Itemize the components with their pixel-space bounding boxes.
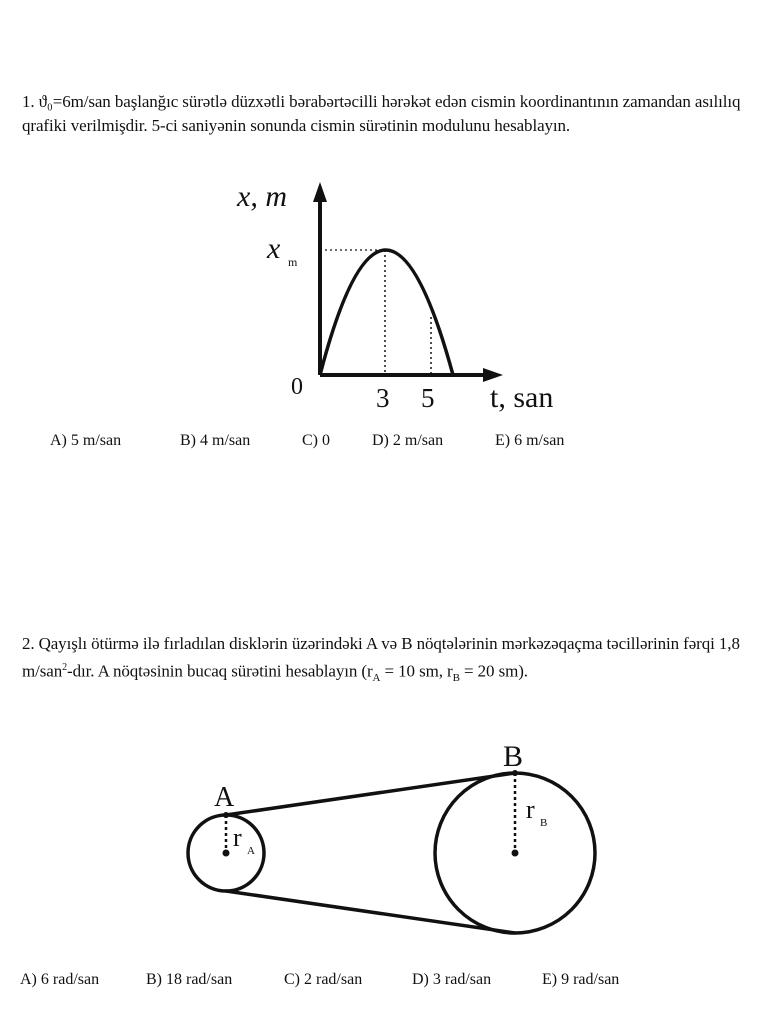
- question-2-number: 2.: [22, 634, 35, 653]
- question-2-sub-a: A: [372, 672, 381, 685]
- answer-2b[interactable]: B) 18 rad/san: [146, 971, 233, 988]
- xm-sub-label: m: [288, 255, 298, 269]
- answer-2c[interactable]: C) 2 rad/san: [284, 971, 363, 988]
- radius-b-label: r: [526, 795, 535, 824]
- question-1-body: ϑ₀=6m/san başlanğıc sürətlə düzxətli bərabərtəcilli hərəkət edən cismin koordinantının zamandan asılılıq qrafiki verilmişdir. 5-ci saniyənin sonunda cismin sürətinin modulunu hesablayın.: [22, 92, 741, 135]
- belt-drive-diagram: [170, 738, 610, 968]
- question-2-text: [22, 632, 752, 690]
- answer-1b[interactable]: B) 4 m/san: [180, 432, 251, 449]
- answer-2d[interactable]: D) 3 rad/san: [412, 971, 492, 988]
- answer-1e[interactable]: E) 6 m/san: [495, 432, 565, 449]
- radius-b-sub: B: [540, 817, 548, 829]
- answer-2a[interactable]: A) 6 rad/san: [20, 971, 100, 988]
- tick-label-5: 5: [421, 383, 435, 413]
- question-2-sup: 2: [62, 662, 68, 673]
- position-time-graph: [235, 180, 565, 420]
- answer-2e[interactable]: E) 9 rad/san: [542, 971, 620, 988]
- radius-a-sub: A: [247, 845, 255, 857]
- belt-bottom: [226, 891, 515, 933]
- center-b: [512, 850, 519, 857]
- x-axis-arrow: [483, 368, 503, 382]
- label-a: A: [214, 782, 235, 813]
- question-1-text: [22, 90, 752, 138]
- belt-top: [226, 773, 515, 815]
- question-2-body-3: = 10 sm, r: [380, 661, 453, 681]
- question-2-body-2: -dır. A nöqtəsinin bucaq sürətini hesablayın (r: [67, 661, 373, 681]
- question-1-number: 1.: [22, 92, 35, 111]
- question-1-answers: [50, 432, 564, 450]
- center-a: [223, 850, 230, 857]
- question-2-answers: [20, 971, 619, 989]
- question-2-sub-b: B: [452, 672, 460, 685]
- y-axis-arrow: [313, 182, 327, 202]
- xm-label: x: [267, 232, 281, 265]
- answer-1a[interactable]: A) 5 m/san: [50, 432, 122, 449]
- y-axis-label: x, m: [237, 180, 287, 213]
- radius-a-label: r: [233, 823, 242, 852]
- question-2-body-4: = 20 sm).: [459, 661, 528, 681]
- question-2-body-1: Qayışlı ötürmə ilə fırladılan disklərin üzərindəki A və B nöqtələrinin mərkəzəqaçma təcillərinin fərqi 1,8 m/san: [22, 634, 740, 681]
- tick-label-3: 3: [376, 383, 390, 413]
- answer-1c[interactable]: C) 0: [302, 432, 330, 449]
- origin-label: 0: [291, 374, 303, 400]
- x-axis-label: t, san: [490, 381, 554, 414]
- position-curve: [320, 250, 453, 375]
- label-b: B: [503, 740, 524, 773]
- answer-1d[interactable]: D) 2 m/san: [372, 432, 444, 449]
